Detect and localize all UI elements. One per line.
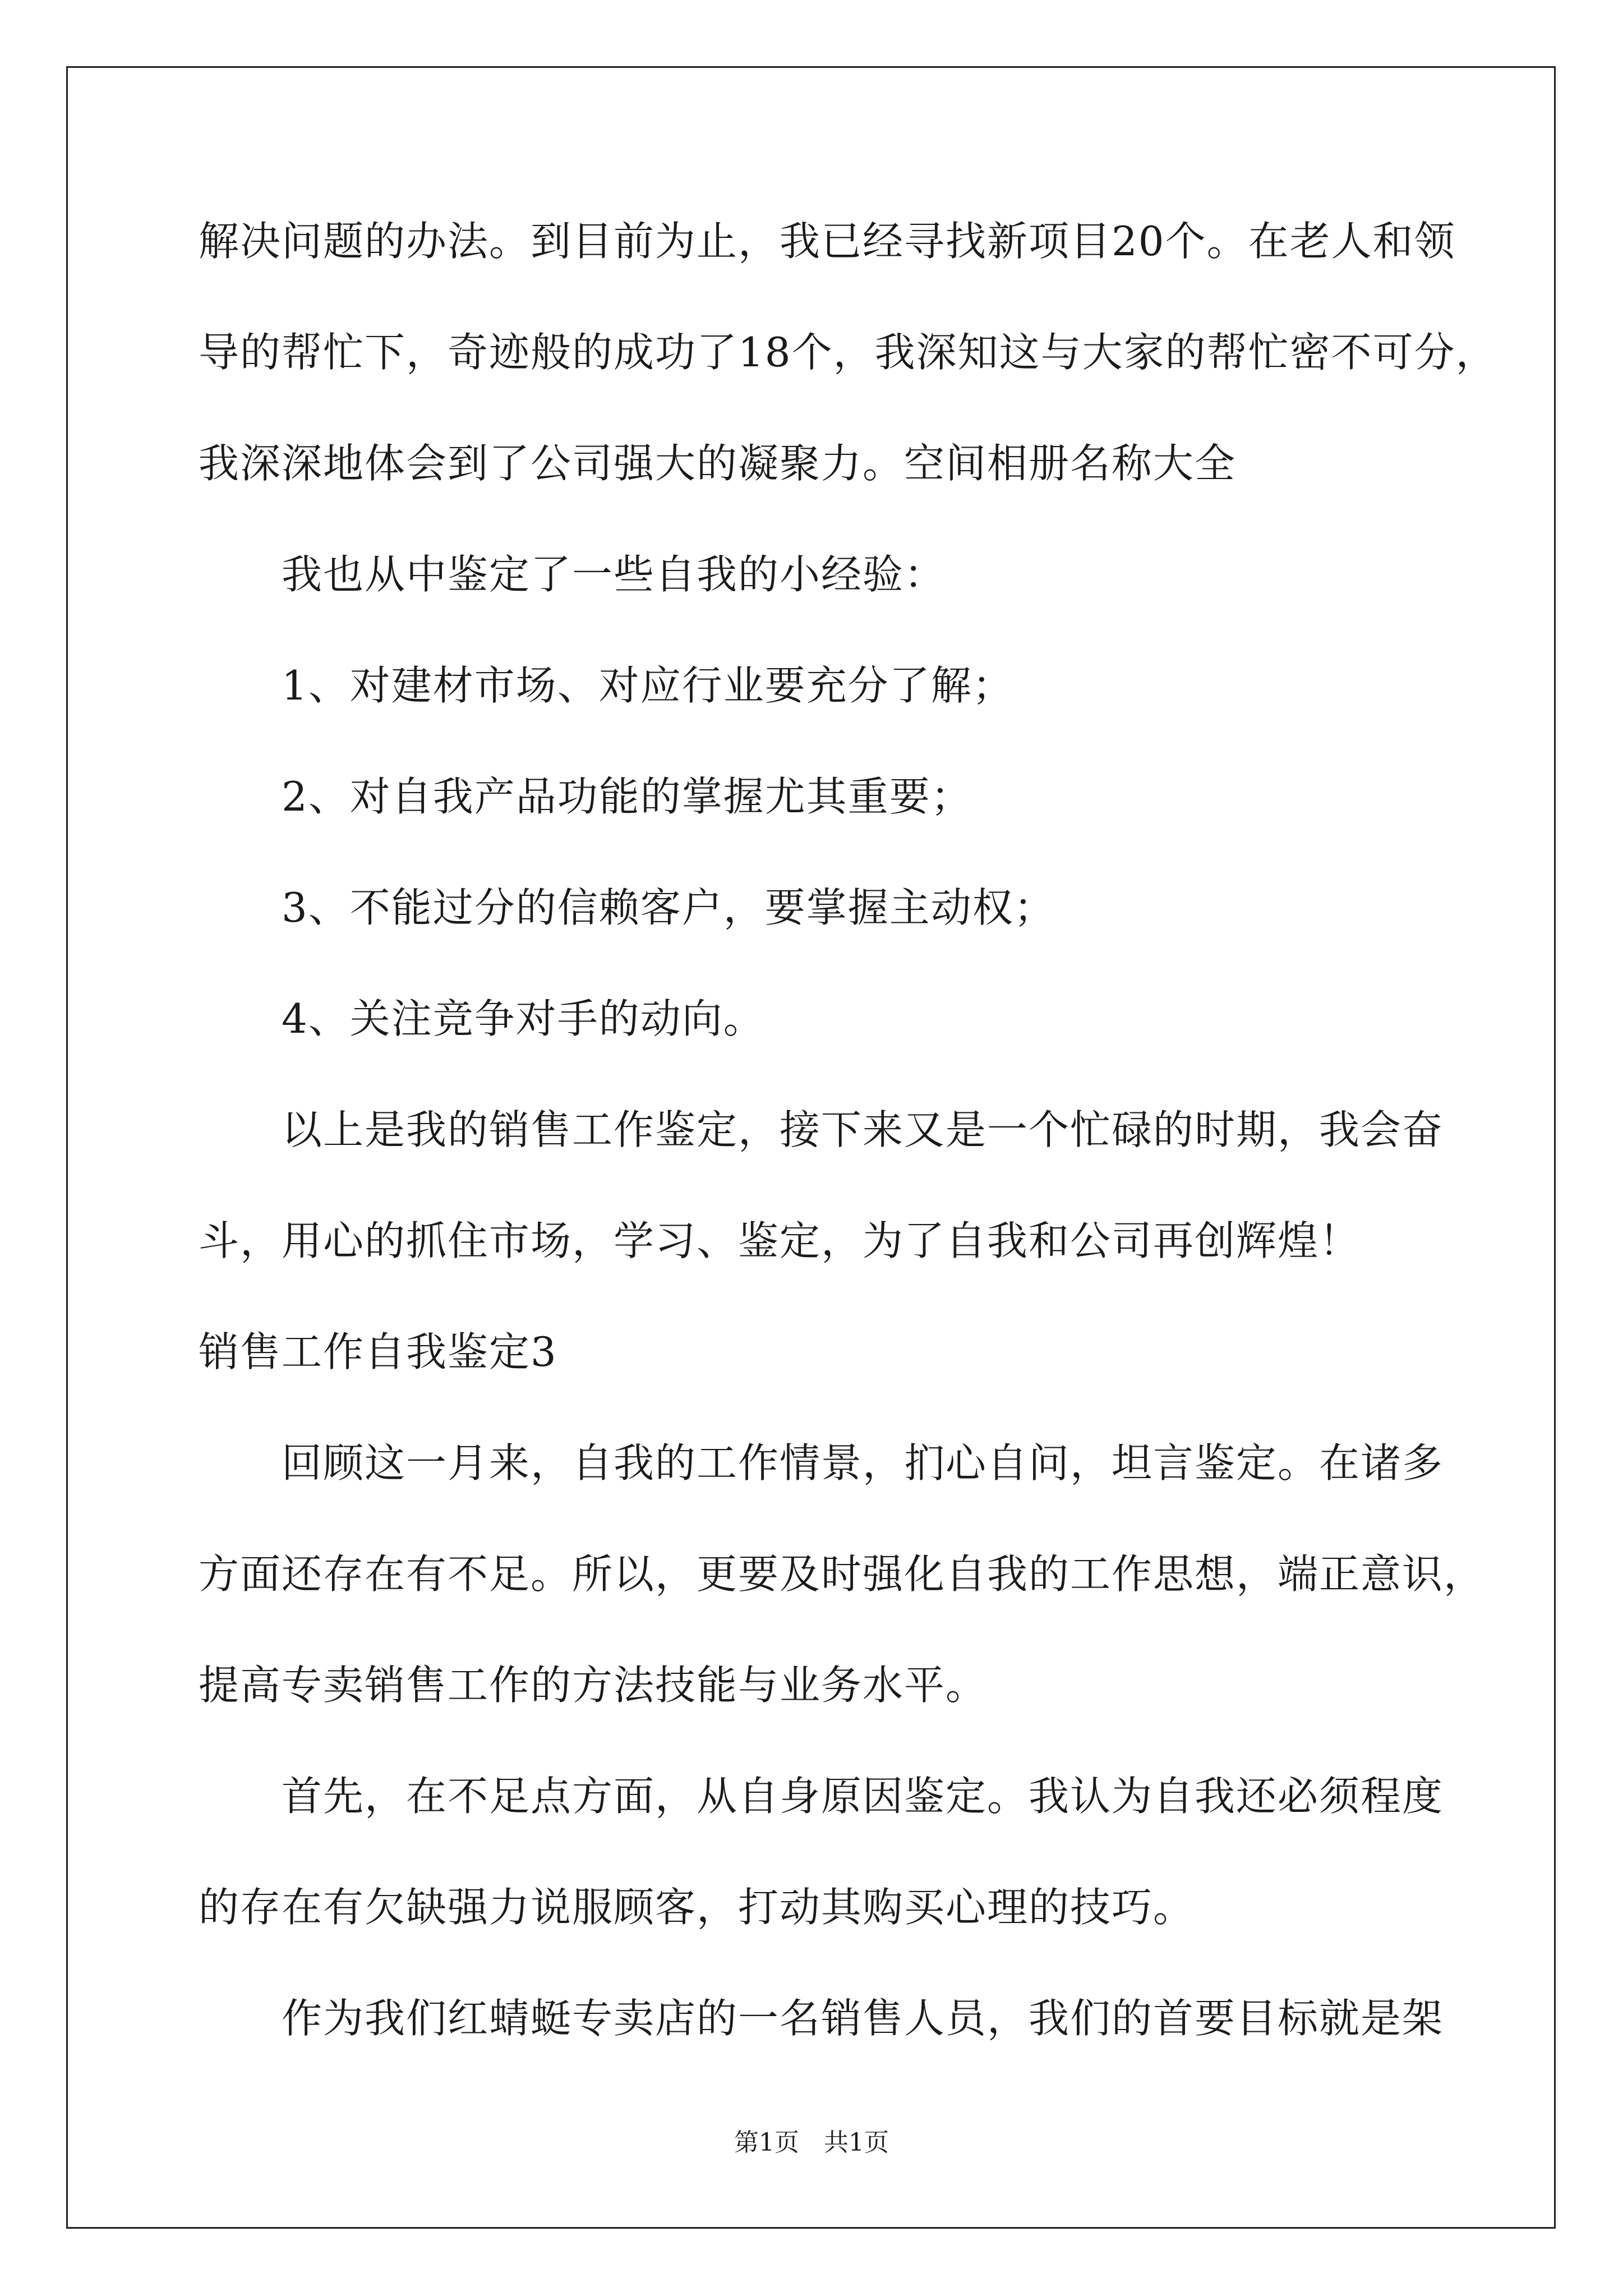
list-item: 2、对自我产品功能的掌握尤其重要； [199, 773, 972, 820]
text-line: 导的帮忙下，奇迹般的成功了18个，我深知这与大家的帮忙密不可分， [199, 329, 1497, 376]
text-line: 作为我们红蜻蜓专卖店的一名销售人员，我们的首要目标就是架 [199, 1995, 1444, 2042]
text-line: 我也从中鉴定了一些自我的小经验： [199, 551, 946, 598]
section-heading: 销售工作自我鉴定3 [199, 1328, 557, 1375]
page-number-footer: 第1页 共1页 [734, 2128, 889, 2157]
list-item: 1、对建材市场、对应行业要充分了解； [199, 662, 1014, 709]
list-item: 3、不能过分的信赖客户，要掌握主动权； [199, 884, 1055, 931]
text-line: 首先，在不足点方面，从自身原因鉴定。我认为自我还必须程度 [199, 1773, 1444, 1820]
list-item: 4、关注竞争对手的动向。 [199, 995, 765, 1042]
text-line: 解决问题的办法。到目前为止，我已经寻找新项目20个。在老人和领 [199, 218, 1456, 265]
text-line: 方面还存在有不足。所以，更要及时强化自我的工作思想，端正意识， [199, 1550, 1486, 1598]
text-line: 我深深地体会到了公司强大的凝聚力。空间相册名称大全 [199, 440, 1237, 487]
text-line: 提高专卖销售工作的方法技能与业务水平。 [199, 1662, 988, 1709]
text-line: 斗，用心的抓住市场，学习、鉴定，为了自我和公司再创辉煌！ [199, 1217, 1361, 1264]
text-line: 回顾这一月来，自我的工作情景，扪心自问，坦言鉴定。在诸多 [199, 1439, 1444, 1487]
text-line: 以上是我的销售工作鉴定，接下来又是一个忙碌的时期，我会奋 [199, 1106, 1444, 1153]
text-line: 的存在有欠缺强力说服顾客，打动其购买心理的技巧。 [199, 1884, 1195, 1931]
